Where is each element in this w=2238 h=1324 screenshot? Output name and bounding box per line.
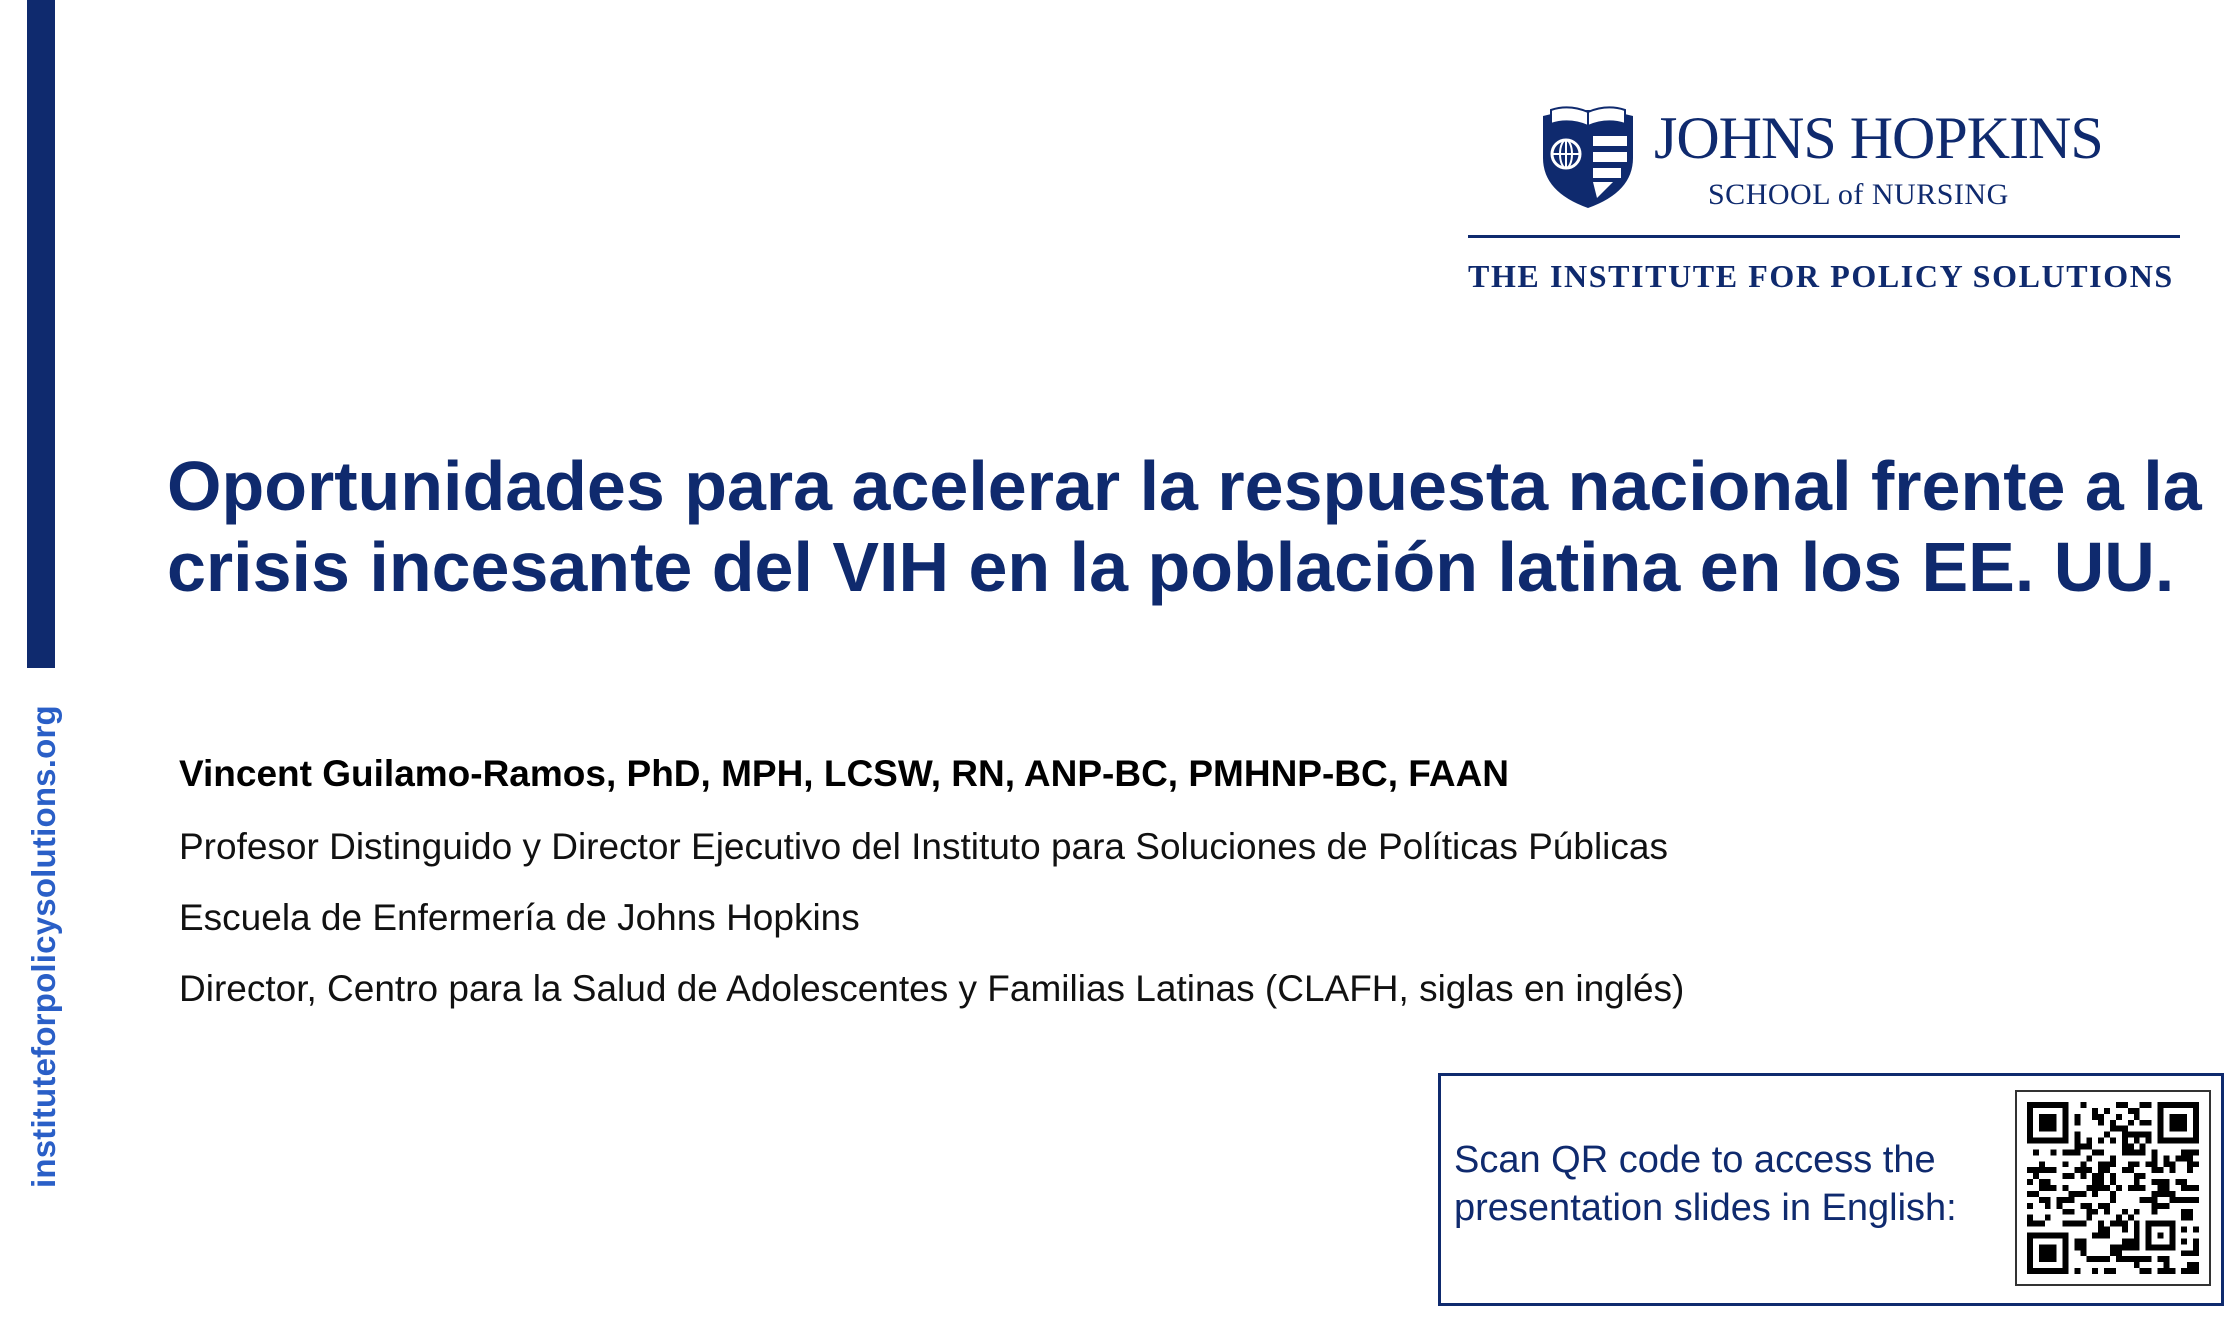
qr-instructions: Scan QR code to access the presentation slides in English: <box>1454 1139 1957 1229</box>
website-url: instituteforpolicysolutions.org <box>25 705 62 1188</box>
author-name: Vincent Guilamo-Ramos, PhD, MPH, LCSW, RN, ANP-BC, PMHNP-BC, FAAN <box>179 753 1510 794</box>
university-shield-icon <box>1539 102 1637 210</box>
affiliation-line: Profesor Distinguido y Director Ejecutivo del Instituto para Soluciones de Políticas Públicas <box>179 826 1668 867</box>
logo-school-name: SCHOOL of NURSING <box>1708 178 2009 211</box>
qr-code-icon[interactable] <box>2015 1090 2211 1286</box>
qr-callout-box <box>1438 1073 2224 1306</box>
logo-institute-name: THE INSTITUTE FOR POLICY SOLUTIONS <box>1468 258 2174 294</box>
slide-title: Oportunidades para acelerar la respuesta nacional frente a la crisis incesante del VIH en la población latina en los EE. UU. <box>167 447 2202 606</box>
affiliation-line: Escuela de Enfermería de Johns Hopkins <box>179 897 860 938</box>
jhu-nursing-logo <box>1468 98 2188 298</box>
logo-divider <box>1468 235 2180 238</box>
affiliation-line: Director, Centro para la Salud de Adolescentes y Familias Latinas (CLAFH, siglas en inglés) <box>179 968 1685 1009</box>
side-accent-bar <box>27 0 55 668</box>
logo-university-name: JOHNS HOPKINS <box>1654 105 2103 171</box>
